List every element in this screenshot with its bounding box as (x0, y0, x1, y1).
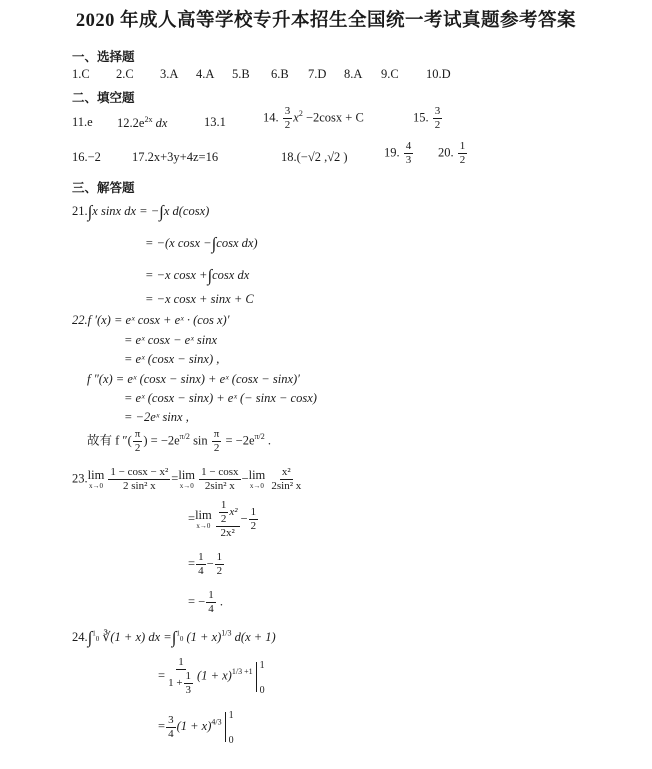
fill-answer: 11.e (72, 115, 93, 129)
numerator: 3 (284, 105, 291, 117)
numerator: x² (281, 466, 291, 478)
numerator: 1 (216, 551, 223, 563)
q22-line-3 (124, 352, 219, 367)
math-text: x sinx dx = − (92, 203, 160, 218)
answer-item: 2.C (116, 67, 134, 81)
denominator: 2 (434, 119, 441, 131)
fraction (166, 715, 176, 740)
fraction (249, 507, 259, 532)
denominator: 2 (216, 565, 223, 577)
math-text: . (216, 594, 223, 609)
math-text: = −2e (222, 433, 255, 448)
answer-item: 1.C (72, 67, 90, 81)
math-text: ) = −2e (143, 433, 180, 448)
question-label: 23. (72, 471, 88, 486)
denominator: 4 (198, 565, 204, 577)
denominator: 2x² (220, 527, 235, 539)
limit (249, 469, 266, 490)
equals: = (188, 511, 196, 526)
integral-sign: ∫ (207, 266, 213, 285)
lim-subscript: x→0 (179, 481, 194, 490)
denominator: 2 (213, 442, 220, 454)
numerator: 1 (185, 670, 192, 682)
fill-answer: 18.(−√2 ,√2 ) (281, 150, 348, 164)
fraction (133, 429, 143, 454)
answer-text: 12.2e (117, 116, 145, 131)
lower-limit: 0 (95, 634, 100, 643)
answer-label: 15. (413, 110, 429, 125)
fraction (216, 500, 240, 539)
denominator: 2sin² x (204, 480, 235, 492)
fraction (458, 141, 468, 166)
equals: = (188, 556, 196, 571)
numerator (216, 500, 240, 527)
lower-limit: 0 (228, 735, 234, 746)
numerator: 1 − cosx − x² (110, 466, 169, 478)
fraction (108, 467, 170, 492)
fraction (196, 552, 206, 577)
upper-limit: 1 (228, 710, 234, 721)
q23-line-4 (188, 590, 223, 615)
fraction (215, 552, 225, 577)
fill-answer (384, 141, 414, 166)
evaluation-bar (225, 710, 236, 746)
fraction (433, 106, 443, 131)
fraction (199, 467, 240, 492)
q24-line-3 (158, 710, 236, 746)
q23-line-2 (188, 500, 259, 539)
integral-sign: ∫ (159, 202, 164, 221)
equals: = (158, 718, 166, 733)
fill-answer (117, 115, 167, 131)
denominator: 2 (134, 442, 141, 454)
answer-item: 7.D (308, 67, 327, 81)
integral-sign: ∫ (87, 628, 93, 647)
q22-line-5 (124, 391, 317, 406)
fill-answer: 13.1 (204, 115, 226, 129)
lim-subscript: x→0 (249, 481, 264, 490)
numerator: 1 (198, 551, 204, 563)
exponent: 4/3 (211, 717, 222, 727)
upper-limit: 1 (259, 659, 265, 671)
math-text: (1 + x) (186, 629, 222, 644)
math-text: = − (188, 594, 206, 609)
fraction (184, 671, 194, 696)
question-label: 21. (72, 203, 88, 218)
q22-line-4 (87, 372, 300, 387)
numerator: 1 (208, 589, 214, 601)
limit (88, 469, 105, 490)
q22-line-1 (72, 313, 229, 328)
exponent: 2x (144, 115, 153, 124)
answer-item: 10.D (426, 67, 451, 81)
answer-text: dx (152, 116, 168, 131)
answer-label: 19. (384, 145, 400, 160)
lim-text: lim (195, 508, 212, 523)
q21-line-1 (72, 202, 209, 222)
answer-item: 4.A (196, 67, 215, 81)
denominator: 2 sin² x (123, 480, 156, 492)
math-text: = eˣ cosx − eˣ sinx (124, 333, 217, 347)
fill-answer (263, 106, 364, 131)
q21-line-2 (145, 234, 258, 254)
math-text: . (264, 433, 272, 448)
lim-text: lim (87, 468, 105, 483)
lower-limit: 0 (179, 634, 184, 643)
q21-line-3 (145, 266, 249, 286)
integral-sign: ∫ (87, 202, 93, 221)
math-text: cosx dx (212, 267, 250, 282)
denominator: 4 (208, 603, 214, 615)
variable: x (293, 110, 299, 125)
equals: = (171, 471, 179, 486)
q22-line-7 (87, 429, 271, 454)
math-text: 1 + (168, 677, 183, 690)
denominator: 2 (284, 119, 291, 131)
answer-label: 20. (438, 145, 454, 160)
answer-item: 3.A (160, 67, 179, 81)
denominator: 2sin² x (271, 480, 302, 492)
section-heading-choice: 一、选择题 (72, 50, 135, 64)
evaluation-bar (256, 659, 267, 696)
fraction (166, 657, 196, 696)
math-text: f ″(x) = eˣ (cosx − sinx) + eˣ (cosx − sinx)′ (87, 372, 300, 386)
math-text: ∛(1 + x) dx = (102, 629, 172, 644)
fraction (269, 467, 303, 492)
q24-line-1 (72, 628, 276, 648)
fraction (219, 500, 229, 525)
exponent: π/2 (254, 432, 265, 442)
lim-subscript: x→0 (196, 521, 211, 530)
q23-line-1 (72, 467, 304, 492)
answer-item: 9.C (381, 67, 399, 81)
limit (178, 469, 195, 490)
numerator: π (134, 428, 141, 440)
fraction (206, 590, 216, 615)
lim-text: lim (248, 468, 266, 483)
math-text: = −(x cosx − (145, 235, 212, 250)
lim-text: lim (178, 468, 196, 483)
exponent: 1/3 +1 (231, 667, 253, 677)
numerator: 1 − cosx (201, 466, 239, 478)
exponent: 2 (298, 109, 303, 119)
numerator: 3 (168, 713, 174, 726)
exponent: 1/3 (221, 628, 232, 638)
section-heading-solve: 三、解答题 (72, 181, 135, 195)
minus: − (240, 511, 248, 526)
math-text: (1 + x) (176, 718, 212, 733)
equals: = (158, 668, 166, 683)
limit (195, 509, 212, 530)
numerator: 1 (250, 506, 257, 518)
math-text: sin (189, 433, 211, 448)
exponent: π/2 (179, 432, 190, 442)
numerator: π (213, 428, 220, 440)
section-heading-fill: 二、填空题 (72, 91, 135, 105)
math-text: = −x cosx + (145, 267, 208, 282)
numerator: 1 (220, 499, 227, 511)
upper-limit: 1 (176, 629, 180, 638)
denominator: 2 (250, 520, 257, 532)
math-text: = −x cosx + sinx + C (145, 292, 254, 306)
minus: − (206, 556, 214, 571)
page-title: 2020 年成人高等学校专升本招生全国统一考试真题参考答案 (75, 11, 577, 31)
numerator: 1 (178, 656, 184, 668)
math-text: cosx dx) (216, 235, 258, 250)
answer-label: 14. (263, 110, 279, 125)
denominator: 3 (405, 154, 412, 166)
math-text: (1 + x) (197, 668, 232, 683)
denominator: 2 (459, 154, 466, 166)
answer-item: 8.A (344, 67, 363, 81)
denominator: 4 (168, 727, 174, 740)
fill-answer (438, 141, 468, 166)
denominator (166, 670, 196, 696)
integral-sign: ∫ (211, 234, 217, 253)
fraction (283, 106, 293, 131)
math-text: 故有 f ″( (87, 433, 132, 448)
fraction (404, 141, 414, 166)
denominator: 3 (185, 684, 192, 696)
numerator: 4 (405, 140, 412, 152)
q21-line-4 (145, 292, 254, 307)
math-text: = eˣ (cosx − sinx) + eˣ (− sinx − cosx) (124, 391, 317, 405)
denominator: 2 (220, 513, 227, 525)
answer-text: −2cosx + C (302, 110, 364, 125)
q24-line-2 (158, 657, 267, 696)
lim-subscript: x→0 (88, 481, 103, 490)
math-text: d(x + 1) (231, 629, 276, 644)
answer-item: 5.B (232, 67, 250, 81)
math-text: = eˣ (cosx − sinx) , (124, 352, 220, 366)
numerator: 1 (459, 140, 466, 152)
integral-sign: ∫ (171, 628, 177, 647)
math-text: 22.f ′(x) = eˣ cosx + eˣ · (cos x)′ (72, 313, 230, 327)
math-text: = −2eˣ sinx , (124, 410, 189, 424)
lower-limit: 0 (259, 684, 265, 696)
math-text: x² (229, 506, 238, 519)
q23-line-3 (188, 552, 225, 577)
question-label: 24. (72, 629, 88, 644)
numerator: 3 (434, 105, 441, 117)
fill-answer: 17.2x+3y+4z=16 (132, 150, 219, 164)
fill-answer (413, 106, 443, 131)
q22-line-2 (124, 333, 217, 348)
upper-limit: 1 (92, 629, 96, 638)
q22-line-6 (124, 410, 189, 425)
math-text: x d(cosx) (163, 203, 210, 218)
minus: − (241, 471, 249, 486)
fraction (212, 429, 222, 454)
answer-item: 6.B (271, 67, 289, 81)
fill-answer: 16.−2 (72, 150, 101, 164)
